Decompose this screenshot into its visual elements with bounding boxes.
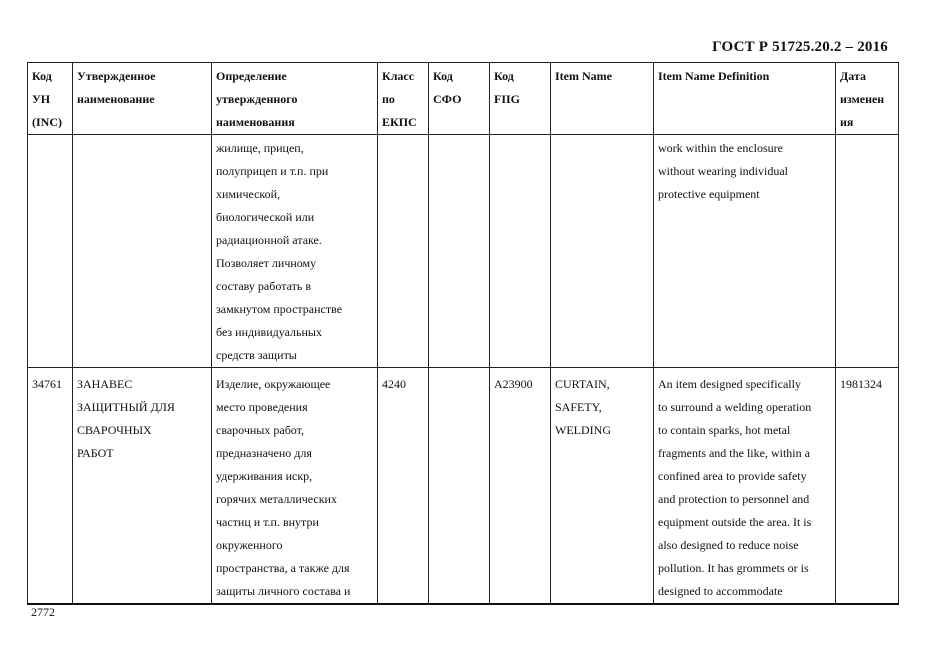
cell-sfo-code [429,135,490,368]
text-line: designed to accommodate [658,584,783,598]
text-line: also designed to reduce noise [658,538,799,552]
header-line: УН [32,92,51,106]
text-line: горячих металлических [216,492,337,506]
text-line: жилище, прицеп, [216,141,304,155]
table-row [28,135,899,368]
text-line: место проведения [216,400,308,414]
text-line: биологической или [216,210,315,224]
specification-table [27,62,899,605]
header-line: Item Name [555,69,612,83]
header-inc [28,63,73,135]
header-line: Утвержденное [77,69,156,83]
cell-item-name-definition [654,135,836,368]
text-line: полуприцеп и т.п. при [216,164,329,178]
text-line: РАБОТ [77,446,114,460]
text-line: SAFETY, [555,400,602,414]
cell-approved-name [73,368,212,605]
header-line: (INC) [32,115,62,129]
cell-item-name [551,368,654,605]
text-line: WELDING [555,423,611,437]
header-change-date [836,63,899,135]
text-line: fragments and the like, within a [658,446,810,460]
header-line: изменен [840,92,885,106]
header-line: Код [433,69,453,83]
header-item-name [551,63,654,135]
text-line: pollution. It has grommets or is [658,561,809,575]
text-line: сварочных работ, [216,423,304,437]
text-line: пространства, а также для [216,561,350,575]
cell-sfo-code [429,368,490,605]
cell-definition [212,368,378,605]
text-line: work within the enclosure [658,141,783,155]
text-line: окруженного [216,538,283,552]
text-line: An item designed specifically [658,377,801,391]
header-definition [212,63,378,135]
text-line: Изделие, окружающее [216,377,331,391]
header-line: Дата [840,69,866,83]
cell-definition [212,135,378,368]
text-line: составу работать в [216,279,311,293]
cell-fiig-code [490,135,551,368]
header-line: СФО [433,92,462,106]
text-line: удерживания искр, [216,469,313,483]
header-fiig-code [490,63,551,135]
text-line: equipment outside the area. It is [658,515,812,529]
cell-inc [28,135,73,368]
header-line: FIIG [494,92,521,106]
cell-change-date: 1981324 [836,368,899,605]
header-sfo-code [429,63,490,135]
text-line: частиц и т.п. внутри [216,515,319,529]
text-line: предназначено для [216,446,312,460]
text-line: СВАРОЧНЫХ [77,423,152,437]
cell-fiig-code: A23900 [490,368,551,605]
text-line: замкнутом пространстве [216,302,343,316]
header-line: ия [840,115,854,129]
header-ekps-class [378,63,429,135]
header-line: наименования [216,115,295,129]
header-line: по [382,92,395,106]
cell-item-name-definition [654,368,836,605]
cell-approved-name [73,135,212,368]
cell-item-name [551,135,654,368]
header-line: Item Name Definition [658,69,770,83]
header-line: Класс [382,69,415,83]
text-line: радиационной атаке. [216,233,322,247]
document-code: ГОСТ Р 51725.20.2 – 2016 [712,39,888,55]
text-line: средств защиты [216,348,297,362]
text-line: ЗАЩИТНЫЙ ДЛЯ [77,400,175,414]
header-approved-name [73,63,212,135]
text-line: CURTAIN, [555,377,610,391]
cell-ekps-class: 4240 [378,368,429,605]
text-line: and protection to personnel and [658,492,810,506]
text-line: защиты личного состава и [216,584,351,598]
header-item-name-definition [654,63,836,135]
text-line: Позволяет личному [216,256,317,270]
table-row [28,368,899,605]
text-line: protective equipment [658,187,760,201]
cell-ekps-class [378,135,429,368]
header-line: утвержденного [216,92,298,106]
text-line: to surround a welding operation [658,400,812,414]
text-line: химической, [216,187,281,201]
text-line: ЗАНАВЕС [77,377,133,391]
header-line: ЕКПС [382,115,417,129]
cell-change-date [836,135,899,368]
header-line: Определение [216,69,287,83]
cell-inc: 34761 [28,368,73,605]
text-line: without wearing individual [658,164,788,178]
page-number: 2772 [31,605,55,619]
header-row [28,63,899,135]
header-line: Код [494,69,514,83]
text-line: to contain sparks, hot metal [658,423,791,437]
text-line: без индивидуальных [216,325,322,339]
header-line: наименование [77,92,155,106]
header-line: Код [32,69,52,83]
text-line: confined area to provide safety [658,469,807,483]
